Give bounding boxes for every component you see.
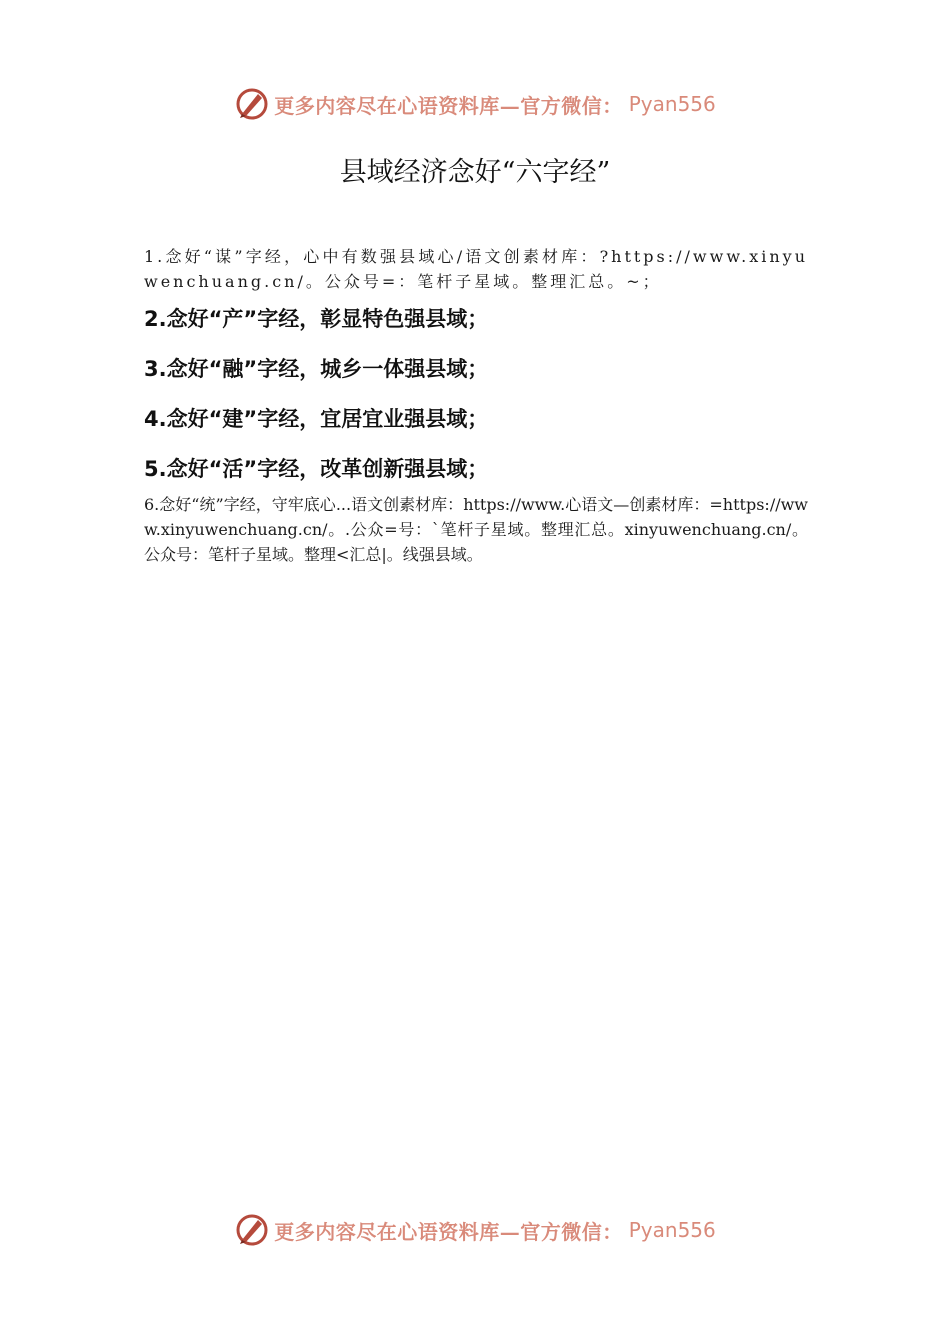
header-watermark-inner xyxy=(234,86,716,122)
footer-watermark-inner xyxy=(234,1212,716,1248)
pen-circle-logo-icon xyxy=(234,86,270,122)
pen-circle-logo-icon xyxy=(234,1212,270,1248)
footer-watermark-text: 更多内容尽在心语资料库—官方微信： xyxy=(274,1219,623,1244)
document-body xyxy=(144,244,808,567)
footer-watermark-banner xyxy=(0,1210,950,1250)
footer-watermark-wechat-id: Pyan556 xyxy=(628,1218,716,1242)
paragraph-1: 1.念好“谋”字经，心中有数强县域心/语文创素材库：?https://www.xinyuwenchuang.cn/。公众号=：笔杆子星域。整理汇总。~； xyxy=(144,247,808,291)
paragraph-3: 3.念好“融”字经，城乡一体强县域； xyxy=(144,357,489,381)
paragraph-4: 4.念好“建”字经，宜居宜业强县域； xyxy=(144,407,489,431)
document-title: 县域经济念好“六字经” xyxy=(339,157,611,188)
header-watermark-banner xyxy=(0,84,950,124)
paragraph-6: 6.念好“统”字经，守牢底心...语文创素材库：https://www.心语文—创素材库：=https://www.xinyuwenchuang.cn/。.公众=号：`笔杆子星域。整理汇总。xinyuwenchuang.cn/。公众号：笔杆子星域。整理<汇总|。线强县域。 xyxy=(144,495,808,564)
header-watermark-wechat-id: Pyan556 xyxy=(628,92,716,116)
header-watermark-text: 更多内容尽在心语资料库—官方微信： xyxy=(274,93,623,118)
paragraph-2: 2.念好“产”字经，彰显特色强县域； xyxy=(144,307,489,331)
paragraph-5: 5.念好“活”字经，改革创新强县域； xyxy=(144,457,489,481)
